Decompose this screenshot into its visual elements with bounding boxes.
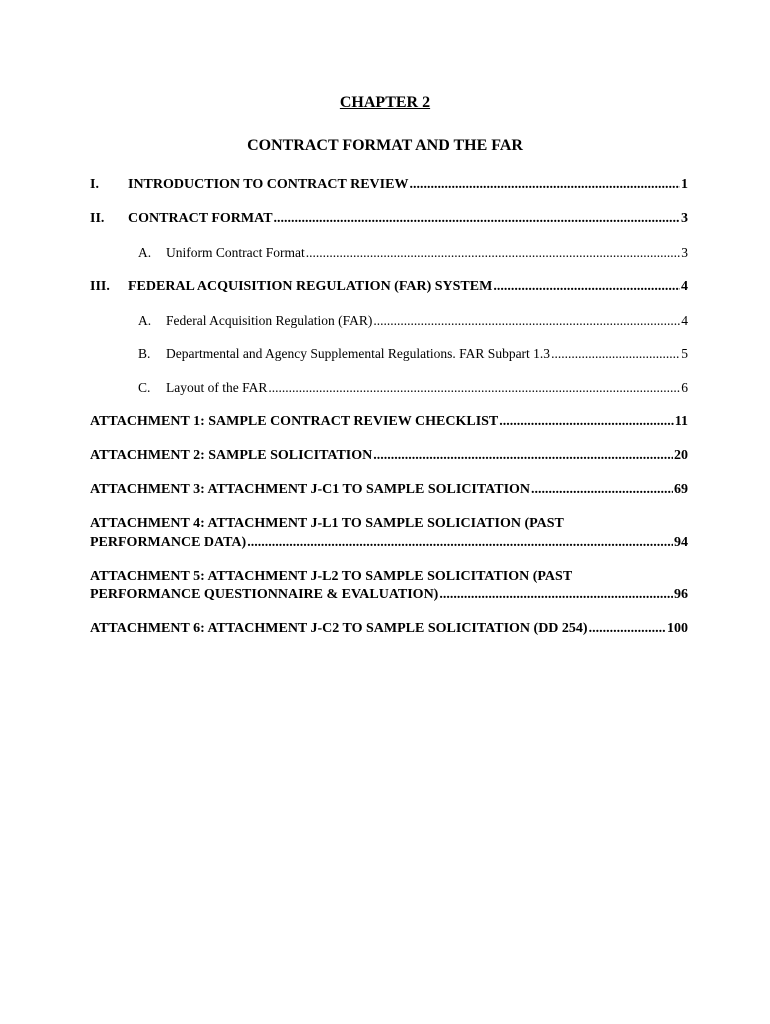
toc-leader-dots <box>373 312 680 330</box>
toc-entry-number: A. <box>138 313 152 328</box>
toc-entry[interactable] <box>138 379 688 397</box>
toc-entry-page: 4 <box>681 313 688 328</box>
toc-entry-page: 5 <box>681 346 688 361</box>
toc-entry-page: 4 <box>681 279 688 294</box>
toc-entry-title: CONTRACT FORMAT <box>128 211 273 226</box>
toc-entry-page: 20 <box>674 448 688 463</box>
toc-entry-page: 3 <box>681 245 688 260</box>
toc-entry[interactable] <box>138 345 688 363</box>
toc-leader-dots <box>589 620 666 638</box>
toc-entry-page: 11 <box>674 414 688 429</box>
toc-entry-number: I. <box>90 177 99 192</box>
toc-entry-page: 1 <box>681 177 688 192</box>
toc-entry-attachment[interactable] <box>90 534 688 552</box>
toc-entry-page: 94 <box>674 535 688 550</box>
toc-leader-dots <box>551 345 680 363</box>
chapter-heading: CHAPTER 2 <box>339 94 431 111</box>
toc-leader-dots <box>531 481 673 499</box>
toc-entry-number: A. <box>138 245 152 260</box>
toc-entry-page: 69 <box>674 482 688 497</box>
toc-entry-attachment[interactable] <box>90 481 688 499</box>
toc-entry-number: II. <box>90 211 105 226</box>
toc-entry-number: III. <box>90 279 110 294</box>
toc-entry-attachment[interactable] <box>90 447 688 465</box>
toc-leader-dots <box>274 210 680 228</box>
toc-entry-title: ATTACHMENT 3: ATTACHMENT J-C1 TO SAMPLE SOLICITATION <box>90 482 531 497</box>
toc-entry-title: Layout of the FAR <box>166 380 268 395</box>
toc-entry[interactable] <box>90 278 688 296</box>
toc-entry[interactable] <box>90 210 688 228</box>
toc-leader-dots <box>499 413 673 431</box>
toc-entry-title: ATTACHMENT 1: SAMPLE CONTRACT REVIEW CHECKLIST <box>90 414 499 429</box>
toc-leader-dots <box>493 278 680 296</box>
toc-entry[interactable] <box>138 244 688 262</box>
toc-entry-title: PERFORMANCE DATA) <box>90 535 247 550</box>
toc-entry-page: 100 <box>667 621 688 636</box>
toc-entry-attachment[interactable] <box>90 413 688 431</box>
toc-entry-page: 3 <box>681 211 688 226</box>
toc-entry-title: FEDERAL ACQUISITION REGULATION (FAR) SYSTEM <box>128 279 493 294</box>
chapter-title: CONTRACT FORMAT AND THE FAR <box>247 137 523 154</box>
toc-entry-title-line1[interactable]: ATTACHMENT 4: ATTACHMENT J-L1 TO SAMPLE SOLICIATION (PAST <box>90 516 564 531</box>
toc-entry-attachment[interactable] <box>90 620 688 638</box>
toc-leader-dots <box>439 586 673 604</box>
toc-leader-dots <box>268 379 680 397</box>
toc-entry-title: ATTACHMENT 2: SAMPLE SOLICITATION <box>90 448 373 463</box>
toc-entry-title: INTRODUCTION TO CONTRACT REVIEW <box>128 177 409 192</box>
toc-entry-title: Federal Acquisition Regulation (FAR) <box>166 313 373 328</box>
toc-entry-title: PERFORMANCE QUESTIONNAIRE & EVALUATION) <box>90 587 439 602</box>
toc-entry-title-line1[interactable]: ATTACHMENT 5: ATTACHMENT J-L2 TO SAMPLE SOLICITATION (PAST <box>90 569 573 584</box>
toc-entry-title: Uniform Contract Format <box>166 245 305 260</box>
toc-leader-dots <box>247 534 673 552</box>
toc-entry[interactable] <box>90 176 688 194</box>
toc-entry-number: C. <box>138 380 151 395</box>
toc-entry-page: 96 <box>674 587 688 602</box>
toc-entry[interactable] <box>138 312 688 330</box>
toc-leader-dots <box>306 244 681 262</box>
toc-entry-title: ATTACHMENT 6: ATTACHMENT J-C2 TO SAMPLE SOLICITATION (DD 254) <box>90 621 588 636</box>
toc-entry-page: 6 <box>681 380 688 395</box>
toc-leader-dots <box>409 176 680 194</box>
toc-entry-attachment[interactable] <box>90 586 688 604</box>
toc-leader-dots <box>373 447 673 465</box>
toc-entry-number: B. <box>138 346 151 361</box>
toc-entry-title: Departmental and Agency Supplemental Regulations. FAR Subpart 1.3 <box>166 346 551 361</box>
